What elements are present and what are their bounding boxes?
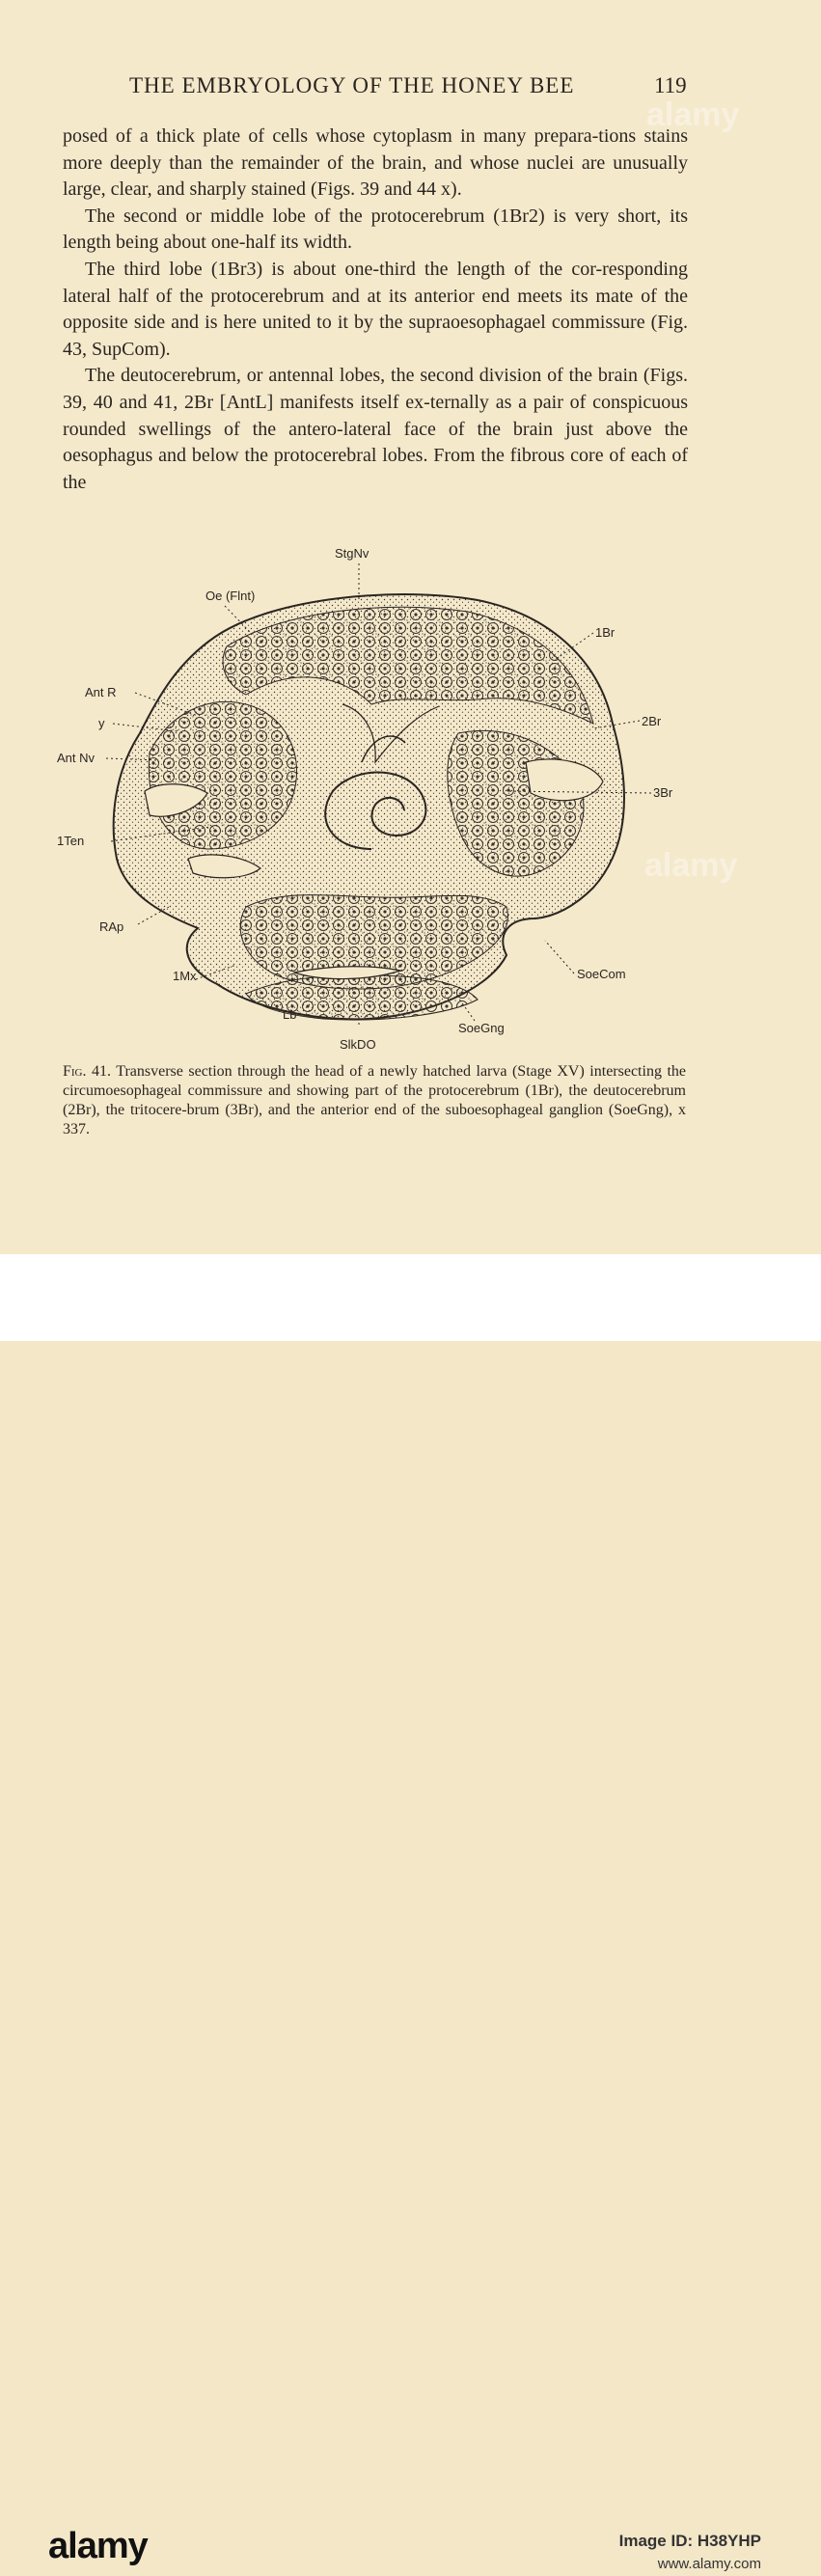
label-soecom: SoeCom <box>577 967 626 981</box>
running-title: THE EMBRYOLOGY OF THE HONEY BEE <box>129 73 575 97</box>
book-page <box>0 0 821 1254</box>
label-soegng: SoeGng <box>458 1021 505 1035</box>
alamy-url: www.alamy.com <box>657 2556 761 2572</box>
alamy-logo: alamy <box>48 2526 148 2566</box>
label-2br: 2Br <box>642 714 662 728</box>
label-3br: 3Br <box>653 785 673 800</box>
label-ant-r: Ant R <box>85 685 117 699</box>
label-oe-flnt: Oe (Flnt) <box>205 589 256 603</box>
image-id: Image ID: H38YHP <box>618 2532 761 2550</box>
figure-41-illustration <box>53 540 728 1061</box>
section-drawing <box>53 540 728 1061</box>
label-lb: Lb <box>283 1007 297 1022</box>
paragraph-second-lobe: The second or middle lobe of the protocerebrum (1Br2) is very short, its length being about one-half its width. <box>63 205 688 254</box>
label-1mx: 1Mx <box>173 969 197 983</box>
watermark-overlay-top: alamy <box>646 96 740 133</box>
paragraph-third-lobe: The third lobe (1Br3) is about one-third the length of the cor-responding lateral half of the protocerebrum and at its anterior end meets its mate of the opposite side and is here united to it by the supraoesophagael commissure (Fig. 43, SupCom). <box>63 258 688 360</box>
figure-caption <box>63 1062 686 1139</box>
label-1ten: 1Ten <box>57 834 85 848</box>
paragraph-deutocerebrum: The deutocerebrum, or antennal lobes, the second division of the brain (Figs. 39, 40 and 41, 2Br [AntL] manifests itself ex-ternally as a pair of conspicuous rounded swellings of the antero-lateral face of the brain just above the oesophagus and below the protocerebral lobes. From the fibrous core of each of the <box>63 365 688 493</box>
label-stgnv: StgNv <box>335 546 369 561</box>
label-ant-nv: Ant Nv <box>57 751 96 765</box>
watermark-overlay-mid: alamy <box>644 847 738 884</box>
caption-figure-id: Fig. 41. <box>63 1063 112 1080</box>
image-id-block <box>619 2530 761 2576</box>
label-y: y <box>98 716 105 730</box>
caption-text: Transverse section through the head of a newly hatched larva (Stage XV) intersecting the circumoesophageal commissure and showing part of the protocerebrum (1Br), the deutocerebrum (2Br), the tritocere-brum (3Br), and the anterior end of the suboesophageal ganglion (SoeGng), x 337. <box>63 1063 686 1137</box>
page-number: 119 <box>654 73 687 97</box>
paragraph-continued: posed of a thick plate of cells whose cytoplasm in many prepara-tions stains more deeply than the remainder of the brain, and whose nuclei are unusually large, clear, and sharply stained (Figs. 39 and 44 x). <box>63 125 688 201</box>
label-rap: RAp <box>99 919 124 934</box>
label-1br: 1Br <box>595 625 616 640</box>
label-slkdo: SlkDO <box>340 1037 376 1052</box>
body-text <box>63 123 688 496</box>
stock-watermark-bar <box>0 1254 821 2572</box>
